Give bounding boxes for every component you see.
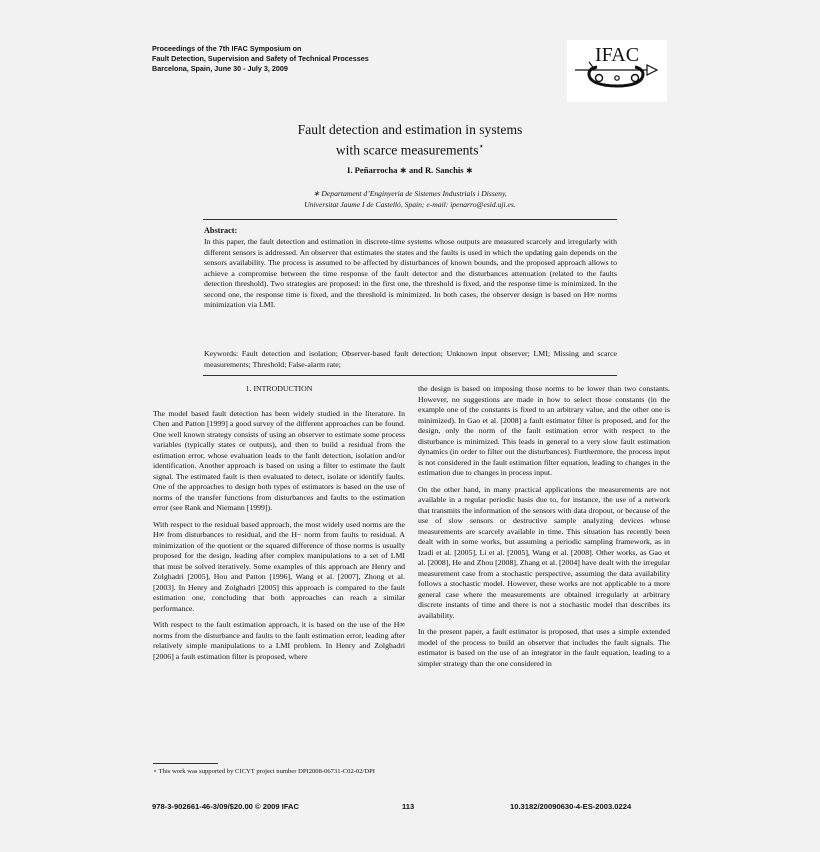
affiliation-line-1: ∗ Departament d’Enginyeria de Sistemes Industrials i Disseny, bbox=[313, 189, 507, 198]
header-line-2: Fault Detection, Supervision and Safety of Technical Processes bbox=[152, 53, 369, 63]
affiliation bbox=[150, 188, 670, 210]
paragraph: On the other hand, in many practical applications the measurements are not available in a regular periodic basis due to, for instance, the use of a network that transmits the information of the sensors with data dropout, or because of the use of slow sensors or destructive sample analyzing devices whose measurements are scarcely available in time. This situation has recently been dealt with in some works, but assuming a periodic sampling framework, as in Izadi et al. [2005], Li et al. [2005], Wang et al. [2008]. Other works, as Gao et al. [2008], He and Zhou [2008], Zhang et al. [2004] have dealt with the irregular measurement case from a stochastic perspective, assuming the data availability follows a stochastic model. However, these works are not applicable to a more general case where the measurements are obtained irregularly at arbitrary discrete instants of time and there is not a stochastic model that describes its availability. bbox=[418, 484, 670, 620]
header-line-1: Proceedings of the 7th IFAC Symposium on bbox=[152, 44, 302, 53]
section-heading-introduction: 1. INTRODUCTION bbox=[245, 384, 313, 393]
paragraph: In the present paper, a fault estimator is proposed, that uses a simple extended model of the process to build an observer that includes the fault signals. The estimator is based on the use of an integrator in the fault equation, leading to a simpler strategy than the one considered in bbox=[418, 627, 670, 668]
footer-doi: 10.3182/20090630-4-ES-2003.0224 bbox=[510, 802, 632, 811]
affiliation-line-2: Universitat Jaume I de Castelló, Spain; e-mail: ipenarro@esid.uji.es. bbox=[304, 200, 516, 209]
ifac-logo bbox=[567, 40, 667, 102]
footer-isbn: 978-3-902661-46-3/09/$20.00 © 2009 IFAC bbox=[152, 802, 300, 811]
title-line-1: Fault detection and estimation in systems bbox=[297, 122, 523, 137]
abstract-top-rule bbox=[203, 219, 617, 220]
footnote-rule bbox=[153, 763, 218, 764]
keywords-bottom-rule bbox=[203, 375, 617, 376]
authors: I. Peñarrocha ∗ and R. Sanchis ∗ bbox=[347, 165, 473, 175]
paper-title bbox=[150, 121, 670, 159]
title-line-2: with scarce measurements bbox=[335, 142, 479, 158]
logo-lettering: IFAC bbox=[594, 44, 640, 66]
header-line-3: Barcelona, Spain, June 30 - July 3, 2009 bbox=[152, 63, 288, 73]
abstract-heading: Abstract: bbox=[204, 226, 238, 235]
paragraph: The model based fault detection has been widely studied in the literature. In Chen and Patton [1999] a good survey of the different approaches can be found. One well known strategy consists of using an observer to estimate some process variables (typically states or outputs), and then to build a residual from the estimation error, whose evaluation leads to the fault detection, isolation and/or identification. Another approach is based on using a filter to estimate the fault signal. The estimated fault is then evaluated to detect, isolate or identify faults. One of the approaches to design both types of estimators is based on the use of norms of the transfer functions from disturbances and faults to the estimation error (see Rank and Niemann [1999]). bbox=[153, 408, 405, 512]
footer-page-number: 113 bbox=[402, 802, 415, 811]
paragraph: With respect to the residual based approach, the most widely used norms are the H∞ from disturbances to residual, and the H− norm from faults to residual. A minimization of the quotient or the squared difference of those norms is usually proposed for the design, leading after complex manipulations to a set of LMI that must be solved iteratively. Some examples of this approach are Henry and Zolghadri [2005], Hou and Patton [1996], Wang et al. [2007], Zhong et al. [2003]. In Henry and Zolghadri [2005] this approach is compared to the fault estimation one, concluding that both approaches can reach a similar performance. bbox=[153, 519, 405, 613]
proceedings-header bbox=[152, 44, 369, 73]
keywords: Keywords: Fault detection and isolation; Observer-based fault detection; Unknown input observer; LMI; Missing and scarce measurements; Threshold; False-alarm rate; bbox=[204, 349, 617, 369]
paragraph: the design is based on imposing those norms to be lower than two constants. However, no suggestions are made in how to select those constants (in the example one of the constants is fixed to an arbitrary value, and the other one is minimized). In Gao et al. [2008] a fault estimator filter is proposed, and for the design, only the norm of the fault estimation error with respect to the disturbance is minimized. This leads in general to a very slow fault estimation dynamics (in order to filter out the disturbances). Furthermore, the process input is not considered in the fault estimation filter equation, leading to changes in the estimation due to changes in process input. bbox=[418, 384, 670, 477]
abstract-text: In this paper, the fault detection and estimation in discrete-time systems whose outputs are measured scarcely and irregularly with different sensors is addressed. An observer that estimates the states and the faults is used in which the updating gain depends on the sensors availability. The process is assumed to be affected by disturbances of known bounds, and the proposed approach allows to achieve a compromise between the time response of the fault detector and the disturbances attenuation (related to the faults detection threshold). Two strategies are proposed: in the first one, the threshold is fixed, and the response time is minimized. In the second one, the response time is fixed, and the threshold is minimized. In both cases, the observer design is based on H∞ norms minimization via LMI. bbox=[204, 237, 617, 309]
title-footnote-mark: ⋆ bbox=[478, 141, 485, 151]
left-column bbox=[153, 384, 405, 668]
ifac-logo-icon bbox=[567, 40, 667, 102]
right-column bbox=[418, 384, 670, 675]
footnote: ⋆ This work was supported by CICYT project number DPI2008-06731-C02-02/DPI bbox=[153, 768, 376, 775]
paragraph: With respect to the fault estimation approach, it is based on the use of the H∞ norms from the disturbance and faults to the fault estimation error, leading after relatively simple manipulations to a LMI problem. In Henry and Zolghadri [2006] a fault estimation filter is proposed, where bbox=[153, 620, 405, 661]
